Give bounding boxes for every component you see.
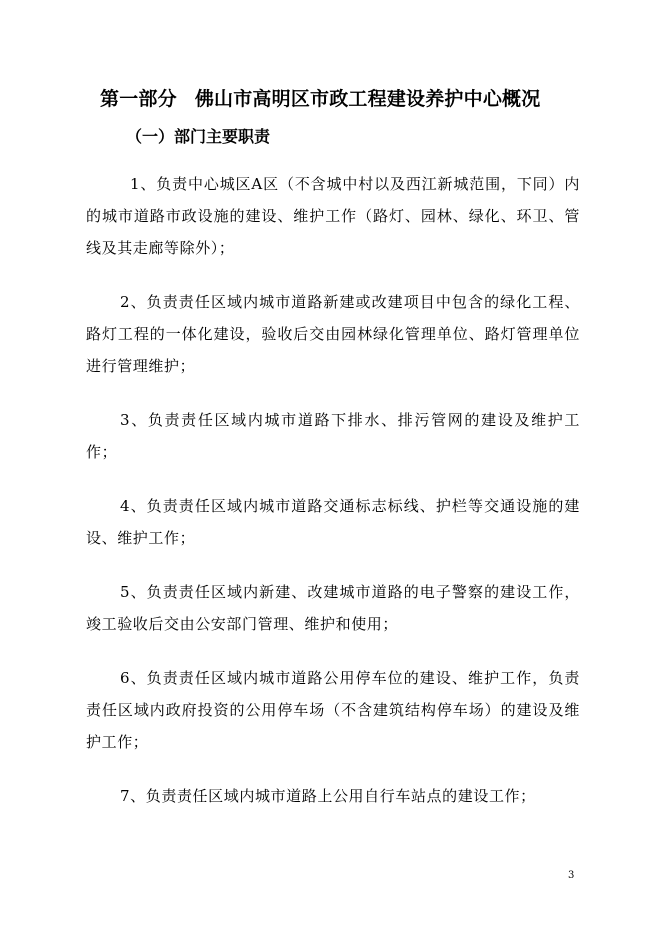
duty-paragraph-3: 3、负责责任区域内城市道路下排水、排污管网的建设及维护工作； [86, 411, 580, 461]
page-number: 3 [568, 870, 575, 881]
duty-paragraph-4: 4、负责责任区域内城市道路交通标志标线、护栏等交通设施的建设、维护工作； [86, 497, 580, 547]
duty-paragraph-5: 5、负责责任区域内新建、改建城市道路的电子警察的建设工作，竣工验收后交由公安部门管理、维护和使用； [86, 583, 580, 633]
duty-paragraph-1: 1、负责中心城区A区（不含城中村以及西江新城范围，下同）内的城市道路市政设施的建设、维护工作（路灯、园林、绿化、环卫、管线及其走廊等除外）； [86, 175, 580, 257]
duty-paragraph-6: 6、负责责任区域内城市道路公用停车位的建设、维护工作，负责责任区域内政府投资的公用停车场（不含建筑结构停车场）的建设及维护工作； [86, 669, 580, 751]
title-text: 佛山市高明区市政工程建设养护中心概况 [194, 88, 541, 110]
page-title [100, 86, 540, 112]
duty-paragraph-7: 7、负责责任区域内城市道路上公用自行车站点的建设工作； [120, 787, 536, 805]
duty-paragraph-2: 2、负责责任区域内城市道路新建或改建项目中包含的绿化工程、路灯工程的一体化建设，验收后交由园林绿化管理单位、路灯管理单位进行管理维护； [86, 293, 580, 375]
section-heading: （一）部门主要职责 [126, 127, 271, 146]
title-part-label: 第一部分 [100, 88, 177, 110]
